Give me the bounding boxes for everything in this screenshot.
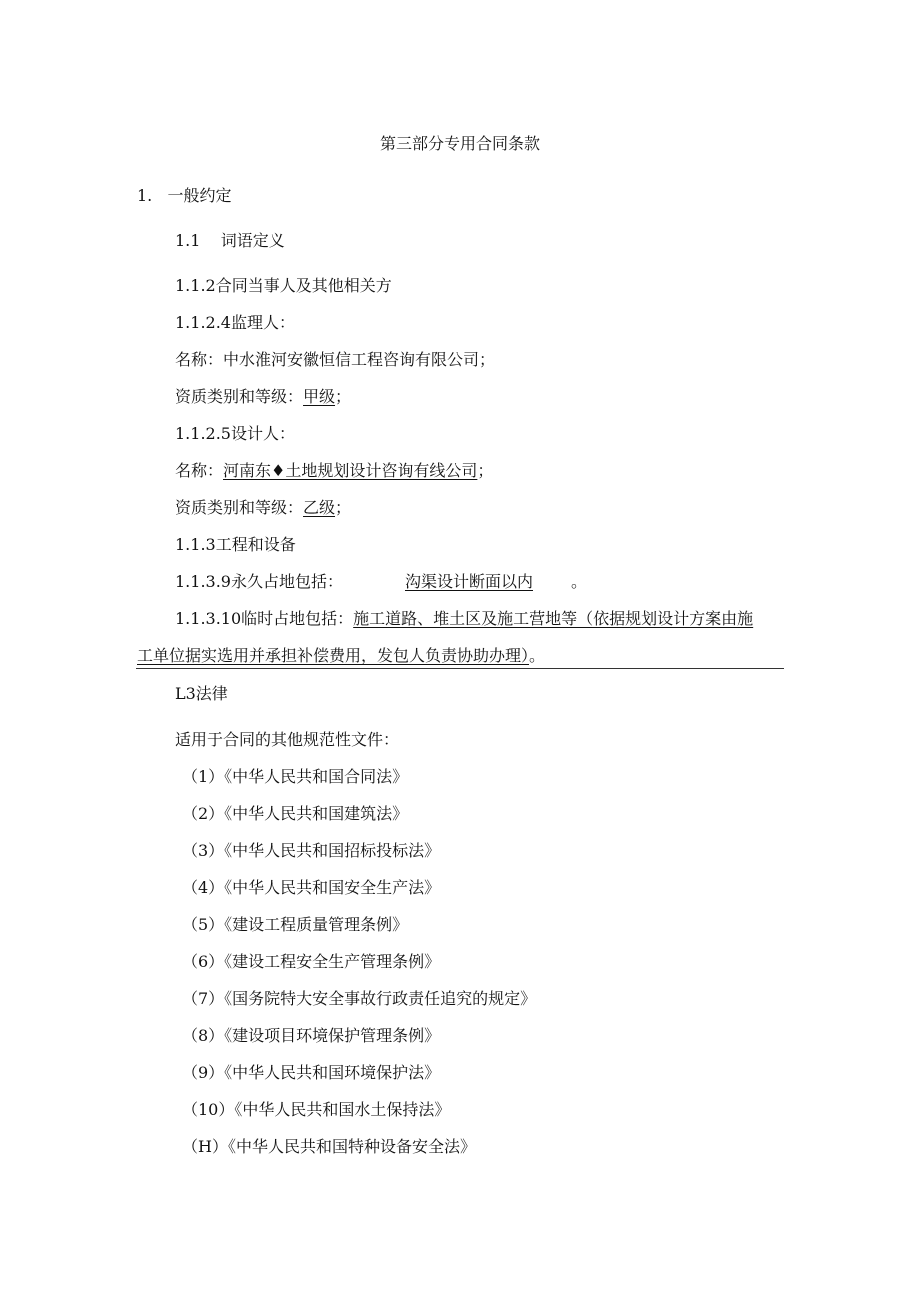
temporary-land-end: 。 <box>529 646 546 665</box>
temporary-land-value-1: 施工道路、堆土区及施工营地等（依据规划设计方案由施 <box>353 609 754 628</box>
list-item: （H）《中华人民共和国特种设备安全法》 <box>182 1137 476 1156</box>
supervisor-grade-line <box>175 387 351 407</box>
designer-name-line <box>175 461 493 481</box>
supervisor-name-label: 名称： <box>175 350 224 369</box>
section-heading-1-1-2: 1.1.2合同当事人及其他相关方 <box>175 276 392 295</box>
supervisor-grade: 甲级 <box>303 387 336 406</box>
supervisor-grade-end: ； <box>335 387 352 406</box>
designer-grade-line <box>175 498 351 518</box>
list-item: （6）《建设工程安全生产管理条例》 <box>182 952 441 971</box>
section-heading-1-1-2-5: 1.1.2.5设计人： <box>175 424 295 443</box>
permanent-land-value: 沟渠设计断面以内 <box>404 572 533 591</box>
temporary-land-line-1 <box>175 609 753 629</box>
temporary-land-line-2 <box>137 646 545 666</box>
page-title: 第三部分专用合同条款 <box>379 134 540 153</box>
list-item: （3）《中华人民共和国招标投标法》 <box>182 841 441 860</box>
permanent-land-end: 。 <box>571 572 588 591</box>
supervisor-name: 中水淮河安徽恒信工程咨询有限公司； <box>223 350 496 369</box>
temporary-land-value-2: 工单位据实选用并承担补偿费用，发包人负责协助办理） <box>137 646 530 665</box>
laws-intro: 适用于合同的其他规范性文件： <box>175 730 400 749</box>
section-heading-1: 1. 一般约定 <box>137 186 232 205</box>
section-heading-1-1-3: 1.1.3工程和设备 <box>175 535 296 554</box>
list-item: （4）《中华人民共和国安全生产法》 <box>182 878 441 897</box>
list-item: （9）《中华人民共和国环境保护法》 <box>182 1063 441 1082</box>
designer-grade: 乙级 <box>303 498 336 517</box>
list-item: （7）《国务院特大安全事故行政责任追究的规定》 <box>182 989 537 1008</box>
list-item: （10）《中华人民共和国水土保持法》 <box>182 1100 451 1119</box>
permanent-land-label: 1.1.3.9永久占地包括： <box>175 572 343 591</box>
permanent-land-line <box>175 572 587 592</box>
list-item: （2）《中华人民共和国建筑法》 <box>182 804 409 823</box>
section-heading-1-1-2-4: 1.1.2.4监理人： <box>175 313 295 332</box>
supervisor-name-line <box>175 350 495 370</box>
list-item: （5）《建设工程质量管理条例》 <box>182 915 409 934</box>
temporary-land-label: 1.1.3.10临时占地包括： <box>175 609 354 628</box>
designer-name-label: 名称： <box>175 461 224 480</box>
section-divider <box>136 668 784 669</box>
list-item: （1）《中华人民共和国合同法》 <box>182 767 409 786</box>
designer-name: 河南东♦土地规划设计咨询有线公司 <box>223 461 478 480</box>
designer-name-end: ； <box>477 461 494 480</box>
supervisor-grade-label: 资质类别和等级： <box>175 387 304 406</box>
designer-grade-label: 资质类别和等级： <box>175 498 304 517</box>
designer-grade-end: ； <box>335 498 352 517</box>
section-heading-1-1: 1.1 词语定义 <box>175 231 285 250</box>
section-heading-law: L3法律 <box>175 684 228 703</box>
list-item: （8）《建设项目环境保护管理条例》 <box>182 1026 441 1045</box>
